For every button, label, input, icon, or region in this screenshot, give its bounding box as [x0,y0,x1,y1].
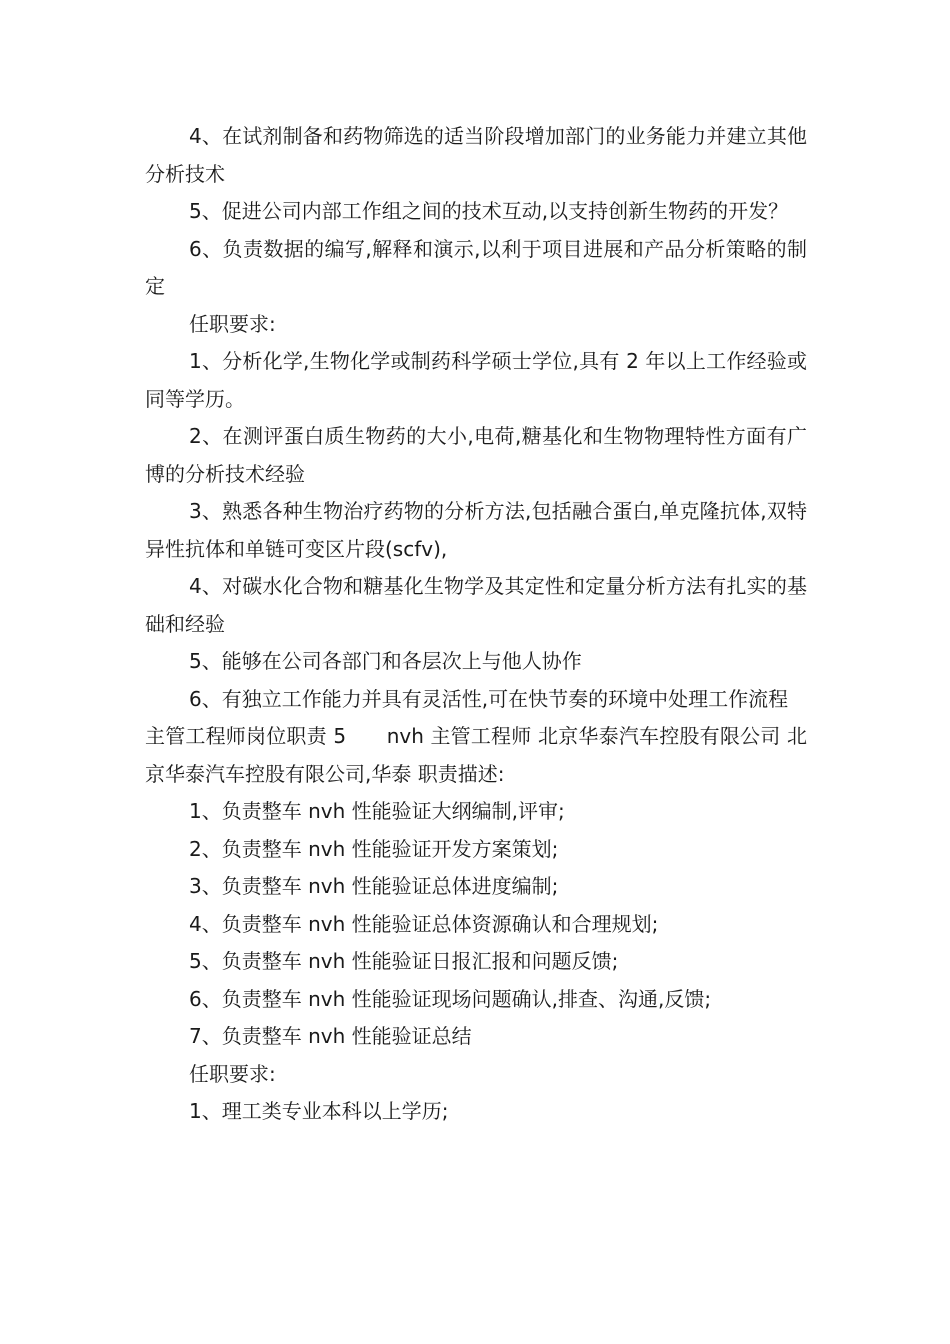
paragraph-nvh-duty-4: 4、负责整车 nvh 性能验证总体资源确认和合理规划; [189,911,659,936]
paragraph-duty-6: 6、负责数据的编写,解释和演示,以利于项目进展和产品分析策略的制定 [145,236,807,298]
paragraph-nvh-duty-6: 6、负责整车 nvh 性能验证现场问题确认,排查、沟通,反馈; [189,986,712,1011]
paragraph-duty-4: 4、在试剂制备和药物筛选的适当阶段增加部门的业务能力并建立其他分析技术 [145,124,807,186]
requirements-heading: 任职要求: [189,311,276,336]
paragraph-requirement-4: 4、对碳水化合物和糖基化生物学及其定性和定量分析方法有扎实的基础和经验 [145,574,807,636]
paragraph-nvh-requirement-1: 1、理工类专业本科以上学历; [189,1099,449,1123]
paragraph-requirement-6: 6、有独立工作能力并具有灵活性,可在快节奏的环境中处理工作流程 [189,686,789,711]
paragraph-nvh-duty-2: 2、负责整车 nvh 性能验证开发方案策划; [189,836,559,861]
paragraph-nvh-duty-3: 3、负责整车 nvh 性能验证总体进度编制; [189,874,559,898]
requirements-heading-2: 任职要求: [189,1061,276,1086]
paragraph-requirement-2: 2、在测评蛋白质生物药的大小,电荷,糖基化和生物物理特性方面有广博的分析技术经验 [145,424,807,486]
document-body [145,118,807,1131]
paragraph-requirement-5: 5、能够在公司各部门和各层次上与他人协作 [189,649,582,673]
paragraph-requirement-1: 1、分析化学,生物化学或制药科学硕士学位,具有 2 年以上工作经验或同等学历。 [145,349,807,411]
section-heading-job-5: 主管工程师岗位职责 5 nvh 主管工程师 北京华泰汽车控股有限公司 北京华泰汽车控股有限公司,华泰 职责描述: [145,724,807,786]
paragraph-requirement-3: 3、熟悉各种生物治疗药物的分析方法,包括融合蛋白,单克隆抗体,双特异性抗体和单链可变区片段(scfv), [145,499,807,561]
paragraph-nvh-duty-1: 1、负责整车 nvh 性能验证大纲编制,评审; [189,799,565,823]
paragraph-duty-5: 5、促进公司内部工作组之间的技术互动,以支持创新生物药的开发？ [189,199,789,223]
paragraph-nvh-duty-7: 7、负责整车 nvh 性能验证总结 [189,1024,472,1048]
paragraph-nvh-duty-5: 5、负责整车 nvh 性能验证日报汇报和问题反馈; [189,949,619,973]
